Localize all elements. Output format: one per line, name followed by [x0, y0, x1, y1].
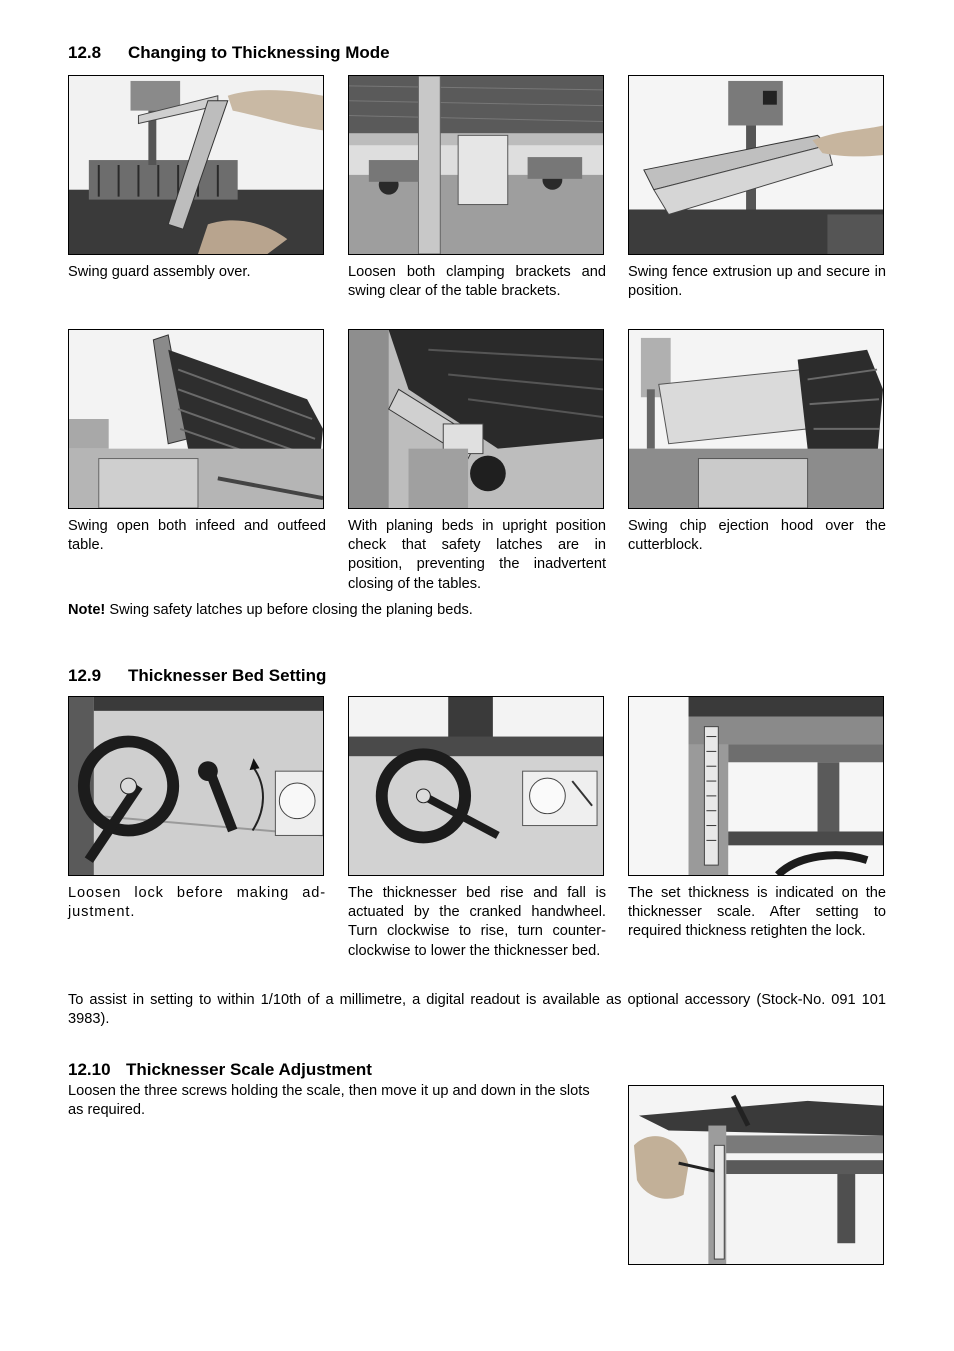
section-number: 12.8 — [68, 43, 102, 62]
caption-clamping-brackets: Loosen both clamping brackets and swing clear of the table brackets. — [348, 264, 606, 300]
caption-infeed-outfeed-tables: Swing open both infeed and outfeed table. — [68, 518, 326, 554]
section-heading-12-9 — [68, 666, 326, 686]
photo-scale-screws — [628, 1085, 884, 1265]
digital-readout-paragraph: To assist in setting to within 1/10th of a millimetre, a digital readout is available as optional accessory (Stock-No. 091 101 3983). — [68, 992, 886, 1028]
caption-swing-guard: Swing guard assembly over. — [68, 264, 251, 280]
caption-lock-lever: Loosen lock before making ad-justment. — [68, 885, 326, 921]
photo-swing-guard — [68, 75, 324, 255]
note-safety-latches — [68, 601, 886, 620]
caption-chip-ejection-hood: Swing chip ejection hood over the cutterblock. — [628, 518, 886, 554]
photo-thicknesser-scale — [628, 696, 884, 876]
section-number: 12.10 — [68, 1060, 111, 1079]
photo-clamping-brackets — [348, 75, 604, 255]
photo-chip-ejection-hood — [628, 329, 884, 509]
note-text: Swing safety latches up before closing the planing beds. — [105, 602, 473, 618]
caption-safety-latches: With planing beds in upright position check that safety latches are in position, preventing the inadvertent closing of the tables. — [348, 518, 606, 592]
photo-lock-lever — [68, 696, 324, 876]
section-heading-12-10 — [68, 1060, 372, 1080]
photo-infeed-outfeed-tables — [68, 329, 324, 509]
section-number: 12.9 — [68, 666, 102, 685]
section-title: Thicknesser Bed Setting — [128, 666, 327, 685]
note-label: Note! — [68, 602, 106, 618]
photo-safety-latches — [348, 329, 604, 509]
section-title: Thicknesser Scale Adjustment — [126, 1060, 372, 1079]
caption-cranked-handwheel: The thicknesser bed rise and fall is actuated by the cranked handwheel. Turn clockwise to rise, turn counter-clockwise to lower the thicknesser bed. — [348, 885, 606, 959]
section-title: Changing to Thicknessing Mode — [128, 43, 390, 62]
section-heading-12-8 — [68, 43, 390, 63]
caption-fence-extrusion: Swing fence extrusion up and secure in position. — [628, 264, 886, 300]
photo-cranked-handwheel — [348, 696, 604, 876]
scale-adjustment-paragraph: Loosen the three screws holding the scale, then move it up and down in the slots as required. — [68, 1083, 590, 1119]
photo-fence-extrusion — [628, 75, 884, 255]
caption-thicknesser-scale: The set thickness is indicated on the thicknesser scale. After setting to required thickness retighten the lock. — [628, 885, 886, 940]
